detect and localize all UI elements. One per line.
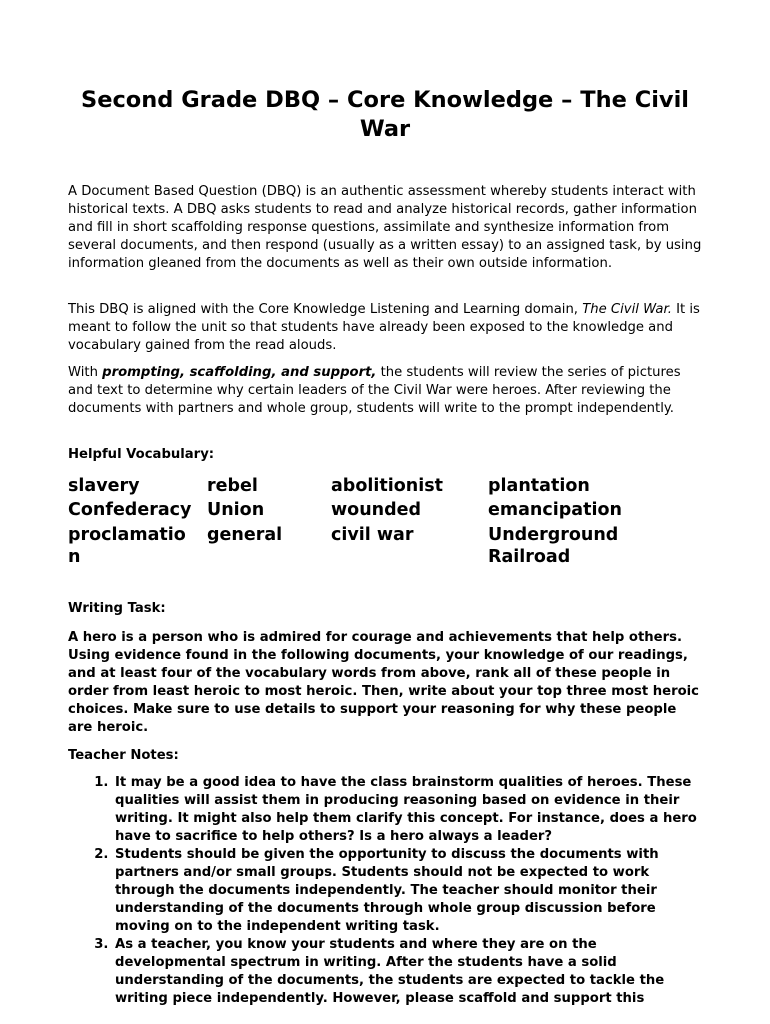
document-title: Second Grade DBQ – Core Knowledge – The Civil War (80, 87, 690, 142)
prompting-emphasis: prompting, scaffolding, and support, (102, 365, 377, 380)
vocab-word: Underground Railroad (488, 525, 619, 567)
vocab-word: rebel (207, 476, 258, 496)
vocab-word: plantation (488, 476, 590, 496)
vocab-word: abolitionist (331, 476, 443, 496)
teacher-note-item: 1. It may be a good idea to have the class brainstorm qualities of heroes. These qualities will assist them in producing reasoning based on evidence in their writing. It might also help them clarify this concept. For instance, does a hero have to sacrifice to help others? Is a hero always a leader? (113, 774, 708, 846)
vocab-word: Union (207, 500, 265, 520)
vocab-word: proclamation (68, 525, 186, 567)
teacher-notes-heading: Teacher Notes: (68, 748, 179, 763)
teacher-note-item: 3. As a teacher, you know your students and where they are on the developmental spectrum in writing. After the students have a solid understanding of the documents, the students are expected to tackle the writing piece independently. However, please scaffold and support this (113, 936, 708, 1008)
vocab-word: emancipation (488, 500, 622, 520)
vocabulary-heading: Helpful Vocabulary: (68, 447, 215, 462)
alignment-text-end: It is meant to follow the unit so that students have already been exposed to the knowledge and vocabulary gained from the read alouds. (68, 302, 700, 353)
vocab-word: civil war (331, 525, 414, 545)
vocab-word: general (207, 525, 283, 545)
teacher-notes-list (68, 774, 708, 1008)
vocab-word: Confederacy (68, 500, 192, 520)
intro-paragraph: A Document Based Question (DBQ) is an authentic assessment whereby students interact with historical texts. A DBQ asks students to read and analyze historical records, gather information and fill in short scaffolding response questions, assimilate and synthesize information from several documents, and then respond (usually as a written essay) to an assigned task, by using information gleaned from the documents as well as their own outside information. (68, 184, 702, 271)
writing-task-heading: Writing Task: (68, 601, 166, 616)
teacher-note-item: 2. Students should be given the opportunity to discuss the documents with partners and/or small groups. Students should not be expected to work through the documents independently. The teacher should monitor their understanding of the documents through whole group discussion before moving on to the independent writing task. (113, 846, 708, 936)
alignment-paragraph (68, 301, 703, 355)
vocab-word: wounded (331, 500, 422, 520)
writing-task-body: A hero is a person who is admired for courage and achievements that help others. Using evidence found in the following documents, your knowledge of our readings, and at least four of the vocabulary words from above, rank all of these people in order from least heroic to most heroic. Then, write about your top three most heroic choices. Make sure to use details to support your reasoning for why these people are heroic. (68, 630, 699, 735)
prompting-paragraph (68, 364, 703, 418)
vocab-word: slavery (68, 476, 140, 496)
alignment-text-start: This DBQ is aligned with the Core Knowledge Listening and Learning domain, (68, 302, 583, 317)
prompting-text-start: With (68, 365, 103, 380)
prompting-text-end: the students will review the series of pictures and text to determine why certain leaders of the Civil War were heroes. After reviewing the documents with partners and whole group, students will write to the prompt independently. (68, 365, 681, 416)
domain-title: The Civil War. (582, 302, 672, 317)
